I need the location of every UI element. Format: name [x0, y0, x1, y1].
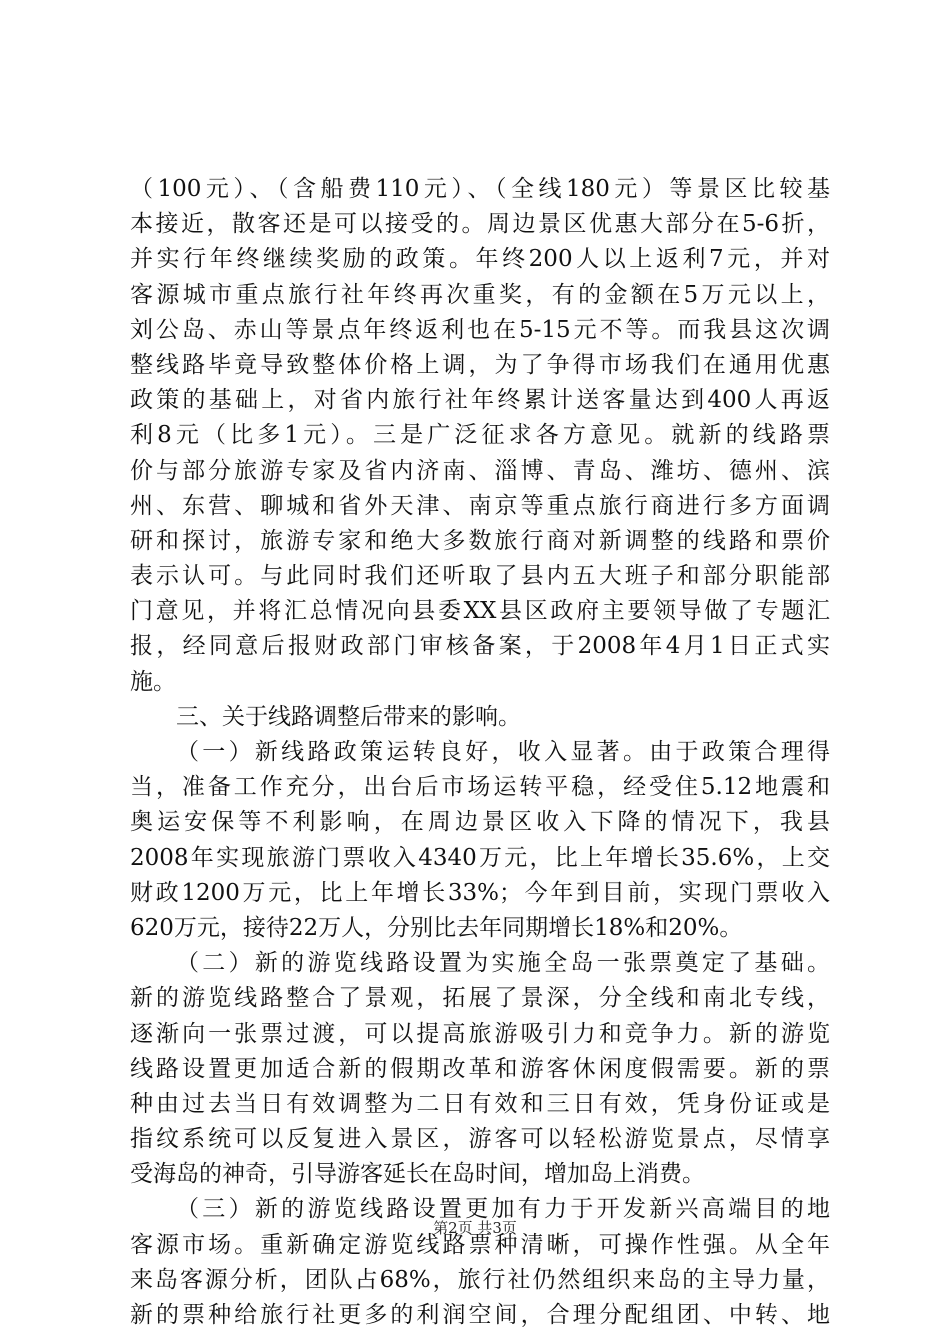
text-line: 新的票种给旅行社更多的利润空间，合理分配组团、中转、地	[130, 1302, 830, 1328]
text-line: 620万元，接待22万人，分别比去年同期增长18%和20%。	[130, 914, 743, 941]
text-line: 州、东营、聊城和省外天津、南京等重点旅行商进行多方面调	[130, 492, 830, 519]
text-line: 种由过去当日有效调整为二日有效和三日有效，凭身份证或是	[130, 1090, 830, 1117]
text-line: 新的游览线路整合了景观，拓展了景深，分全线和南北专线，	[130, 985, 830, 1012]
text-line: 来岛客源分析，团队占68%，旅行社仍然组织来岛的主导力量，	[130, 1266, 830, 1293]
section-heading: 三、关于线路调整后带来的影响。	[176, 703, 521, 730]
text-line: （100元）、（含船费110元）、（全线180元）等景区比较基	[130, 176, 830, 202]
page-number-footer: 第2页 共3页	[433, 1219, 517, 1237]
text-line: 政策的基础上，对省内旅行社年终累计送客量达到400人再返	[130, 387, 830, 414]
text-line: 整线路毕竟导致整体价格上调，为了争得市场我们在通用优惠	[130, 351, 830, 378]
text-line: 报，经同意后报财政部门审核备案，于2008年4月1日正式实	[130, 633, 830, 660]
paragraph-first-line: （一）新线路政策运转良好，收入显著。由于政策合理得	[176, 739, 830, 765]
document-body	[130, 172, 830, 1333]
text-line: 受海岛的神奇，引导游客延长在岛时间，增加岛上消费。	[130, 1161, 705, 1188]
text-line: 本接近，散客还是可以接受的。周边景区优惠大部分在5-6折，	[130, 211, 830, 238]
text-line: 逐渐向一张票过渡，可以提高旅游吸引力和竞争力。新的游览	[130, 1020, 830, 1047]
text-line: 客源城市重点旅行社年终再次重奖，有的金额在5万元以上，	[130, 281, 830, 308]
text-line: 客源市场。重新确定游览线路票种清晰，可操作性强。从全年	[130, 1231, 830, 1258]
text-line: 线路设置更加适合新的假期改革和游客休闲度假需要。新的票	[130, 1055, 830, 1082]
text-line: 门意见，并将汇总情况向县委XX县区政府主要领导做了专题汇	[130, 598, 830, 625]
text-line: 当，准备工作充分，出台后市场运转平稳，经受住5.12地震和	[130, 774, 830, 801]
text-line: 指纹系统可以反复进入景区，游客可以轻松游览景点，尽情享	[130, 1126, 830, 1153]
text-line: 并实行年终继续奖励的政策。年终200人以上返利7元，并对	[130, 246, 830, 273]
text-line: 利8元（比多1元）。三是广泛征求各方意见。就新的线路票	[130, 422, 830, 449]
paragraph-first-line: （三）新的游览线路设置更加有力于开发新兴高端目的地	[176, 1196, 830, 1223]
text-line: 2008年实现旅游门票收入4340万元，比上年增长35.6%，上交	[130, 844, 830, 871]
paragraph-first-line: （二）新的游览线路设置为实施全岛一张票奠定了基础。	[176, 950, 830, 977]
text-line: 财政1200万元，比上年增长33%；今年到目前，实现门票收入	[130, 879, 830, 906]
text-line: 表示认可。与此同时我们还听取了县内五大班子和部分职能部	[130, 563, 830, 590]
text-line: 价与部分旅游专家及省内济南、淄博、青岛、潍坊、德州、滨	[130, 457, 830, 484]
text-line: 施。	[130, 668, 176, 695]
text-line: 刘公岛、赤山等景点年终返利也在5-15元不等。而我县这次调	[130, 316, 830, 343]
text-line: 奥运安保等不利影响，在周边景区收入下降的情况下，我县	[130, 809, 830, 836]
text-line: 研和探讨，旅游专家和绝大多数旅行商对新调整的线路和票价	[130, 527, 830, 554]
